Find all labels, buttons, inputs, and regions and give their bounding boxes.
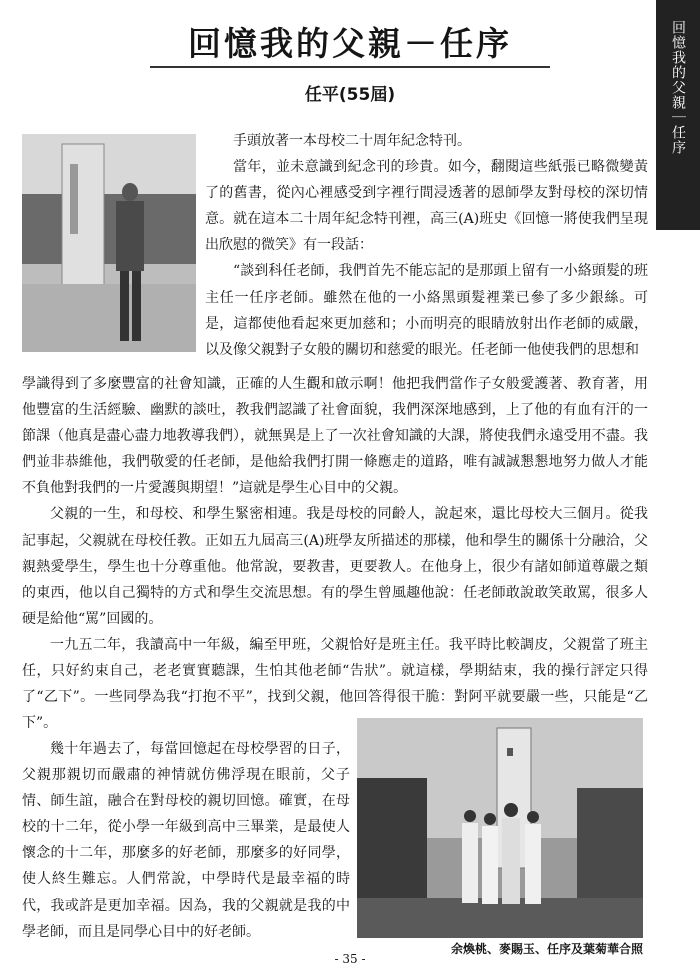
body-block-3 xyxy=(22,736,350,945)
photo-caption: 余煥桃、麥賜玉、任序及葉菊華合照 xyxy=(450,942,643,956)
body-block-2 xyxy=(22,371,648,736)
paragraph: 幾十年過去了，每當回憶起在母校學習的日子，父親那親切而嚴肅的神情就仿佛浮現在眼前，父子情、師生誼，融合在對母校的親切回憶。確實，在母校的十二年，從小學一年級到高中三畢業，是最使人懷念的十二年，那麼多的好老師，那麼多的好同學，使人終生難忘。人們常說，中學時代是最幸福的時代，我或許是更加幸福。因為，我的父親就是我的中學老師，而且是同學心目中的好老師。 xyxy=(22,741,350,940)
paragraph: 當年，並未意識到紀念刊的珍貴。如今，翻閱這些紙張已略微變黃了的舊書，從內心裡感受到字裡行間浸透著的恩師學友對母校的深切情意。就在這本二十周年紀念特刊裡，高三(A)班史《回憶一將使我們呈現出欣慰的微笑》有一段話： xyxy=(205,159,648,254)
body-block-1 xyxy=(205,128,648,363)
paragraph: 學識得到了多麼豐富的社會知識，正確的人生觀和啟示啊！他把我們當作子女般愛護著、教育著，用他豐富的生活經驗、幽默的談吐，教我們認識了社會面貌，我們深深地感到，上了他的有血有汗的一節課（他真是盡心盡力地教導我們），就無異是上了一次社會知識的大課，將使我們永遠受用不盡。我們並非恭維他，我們敬愛的任老師，是他給我們打開一條應走的道路，唯有誠誠懇懇地努力做人才能不負他對我們的一片愛護與期望！”這就是學生心目中的父親。 xyxy=(22,376,648,497)
paragraph: 手頭放著一本母校二十周年紀念特刊。 xyxy=(233,133,471,149)
portrait-photo xyxy=(22,134,196,352)
group-photo xyxy=(357,718,643,938)
side-tab: 回憶我的父親｜任序 xyxy=(656,0,700,230)
page-number: - 35 - xyxy=(334,952,366,966)
article-title: 回憶我的父親－任序 xyxy=(188,24,512,63)
paragraph: 父親的一生，和母校、和學生緊密相連。我是母校的同齡人，說起來，還比母校大三個月。從我記事起，父親就在母校任教。正如五九屆高三(A)班學友所描述的那樣，他和學生的關係十分融洽，父親熱愛學生，學生也十分尊重他。他常說，要教書，更要教人。在他身上，很少有諸如師道尊嚴之類的東西，他以自己獨特的方式和學生交流思想。有的學生曾風趣他說：任老師敢說敢笑敢罵，很多人硬是給他“罵”回國的。 xyxy=(22,506,648,627)
paragraph: “談到科任老師，我們首先不能忘記的是那頭上留有一小絡頭髮的班主任一任序老師。雖然在他的一小絡黑頭髮裡業已參了多少銀絲。可是，這都使他看起來更加慈和；小而明亮的眼睛放射出作老師的威嚴，以及像父親對子女般的關切和慈愛的眼光。任老師一他使我們的思想和 xyxy=(205,263,648,358)
group-photo-drawing xyxy=(357,718,643,938)
author-line: 任平(55屆) xyxy=(304,85,396,105)
title-rule xyxy=(150,66,550,68)
paragraph: 一九五二年，我讀高中一年級，編至甲班，父親恰好是班主任。我平時比較調皮，父親當了班主任，只好約束自己，老老實實聽課，生怕其他老師“告狀”。就這樣，學期結束，我的操行評定只得了“乙下”。一些同學為我“打抱不平”，找到父親，他回答得很干脆：對阿平就要嚴一些，只能是“乙下”。 xyxy=(22,636,648,732)
portrait-photo-drawing xyxy=(22,134,196,352)
